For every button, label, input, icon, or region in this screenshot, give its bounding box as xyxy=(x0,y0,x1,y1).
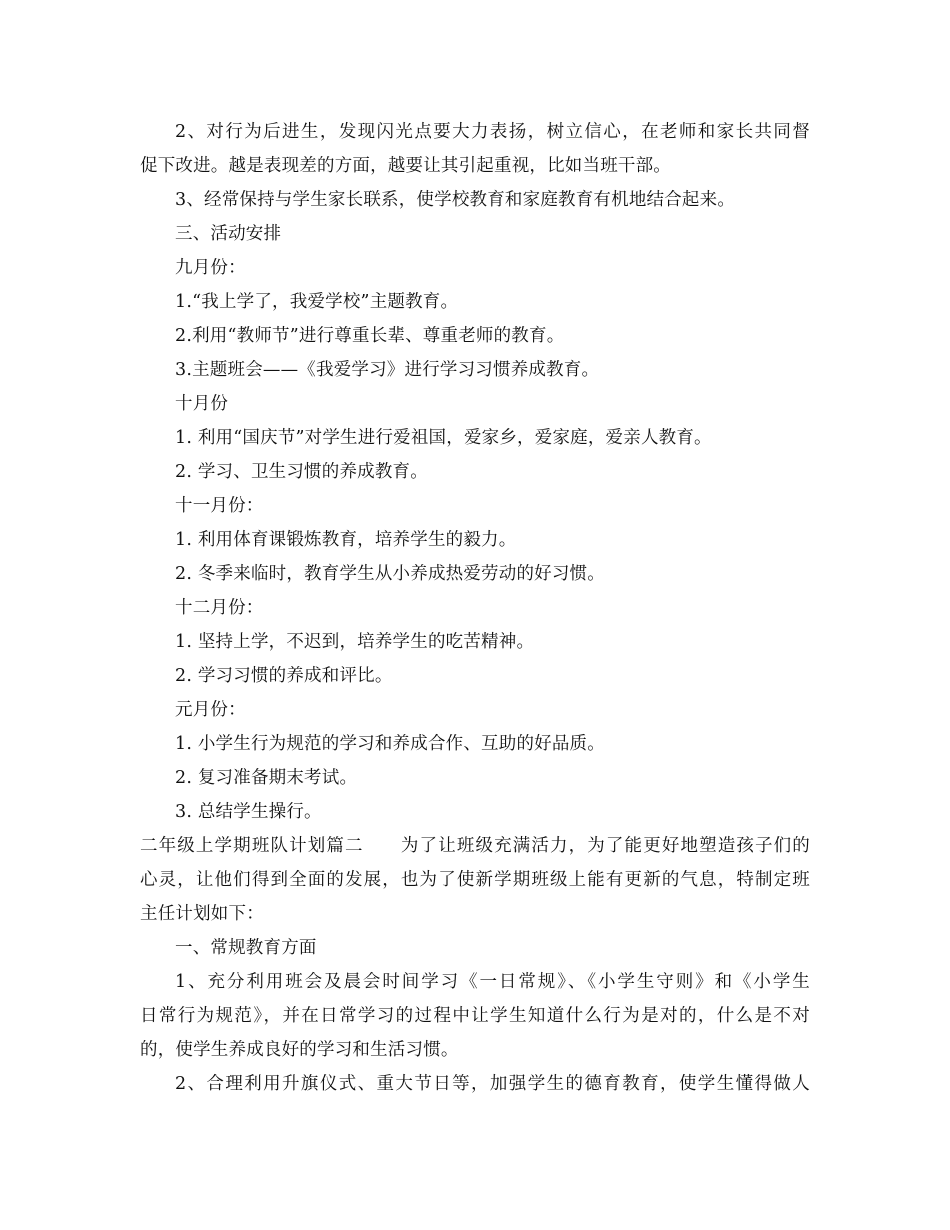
list-item: 2. 学习、卫生习惯的养成教育。 xyxy=(175,462,428,482)
paragraph-line: 1、充分利用班会及晨会时间学习《一日常规》、《小学生守则》和《小学生 xyxy=(175,972,810,992)
paragraph-line: 日常行为规范》，并在日常学习的过程中让学生知道什么行为是对的，什么是不对 xyxy=(140,1006,810,1026)
paragraph-line: 2、对行为后进生，发现闪光点要大力表扬，树立信心，在老师和家长共同督 xyxy=(175,122,810,142)
paragraph-line: 的，使学生养成良好的学习和生活习惯。 xyxy=(140,1040,459,1060)
list-item: 2. 复习准备期末考试。 xyxy=(175,768,358,788)
month-heading: 九月份： xyxy=(175,258,246,278)
list-item: 1.“我上学了，我爱学校”主题教育。 xyxy=(175,292,459,312)
month-heading: 十一月份： xyxy=(175,496,264,516)
month-heading: 十月份 xyxy=(175,394,229,414)
list-item: 1. 利用体育课锻炼教育，培养学生的毅力。 xyxy=(175,530,517,550)
month-heading: 元月份： xyxy=(175,700,246,720)
paragraph-line: 3、经常保持与学生家长联系，使学校教育和家庭教育有机地结合起来。 xyxy=(175,190,736,210)
list-item: 2.利用“教师节”进行尊重长辈、尊重老师的教育。 xyxy=(175,326,565,346)
paragraph-line: 心灵，让他们得到全面的发展，也为了使新学期班级上能有更新的气息，特制定班 xyxy=(140,870,810,890)
list-item: 2. 学习习惯的养成和评比。 xyxy=(175,666,393,686)
section-heading: 一、常规教育方面 xyxy=(175,938,317,958)
paragraph-line: 2、合理利用升旗仪式、重大节日等，加强学生的德育教育，使学生懂得做人 xyxy=(175,1074,810,1094)
paragraph-line: 促下改进。越是表现差的方面，越要让其引起重视，比如当班干部。 xyxy=(140,156,671,176)
list-item: 3. 总结学生操行。 xyxy=(175,802,322,822)
list-item: 1. 小学生行为规范的学习和养成合作、互助的好品质。 xyxy=(175,734,605,754)
section-heading: 三、活动安排 xyxy=(175,224,282,244)
list-item: 2. 冬季来临时，教育学生从小养成热爱劳动的好习惯。 xyxy=(175,564,605,584)
list-item: 1. 坚持上学，不迟到，培养学生的吃苦精神。 xyxy=(175,632,535,652)
paragraph-line: 主任计划如下： xyxy=(140,904,264,924)
list-item: 3.主题班会——《我爱学习》进行学习习惯养成教育。 xyxy=(175,360,600,380)
list-item: 1. 利用“国庆节”对学生进行爱祖国，爱家乡，爱家庭，爱亲人教育。 xyxy=(175,428,712,448)
month-heading: 十二月份： xyxy=(175,598,264,618)
article-title-line: 二年级上学期班队计划篇二 为了让班级充满活力，为了能更好地塑造孩子们的 xyxy=(140,836,810,856)
